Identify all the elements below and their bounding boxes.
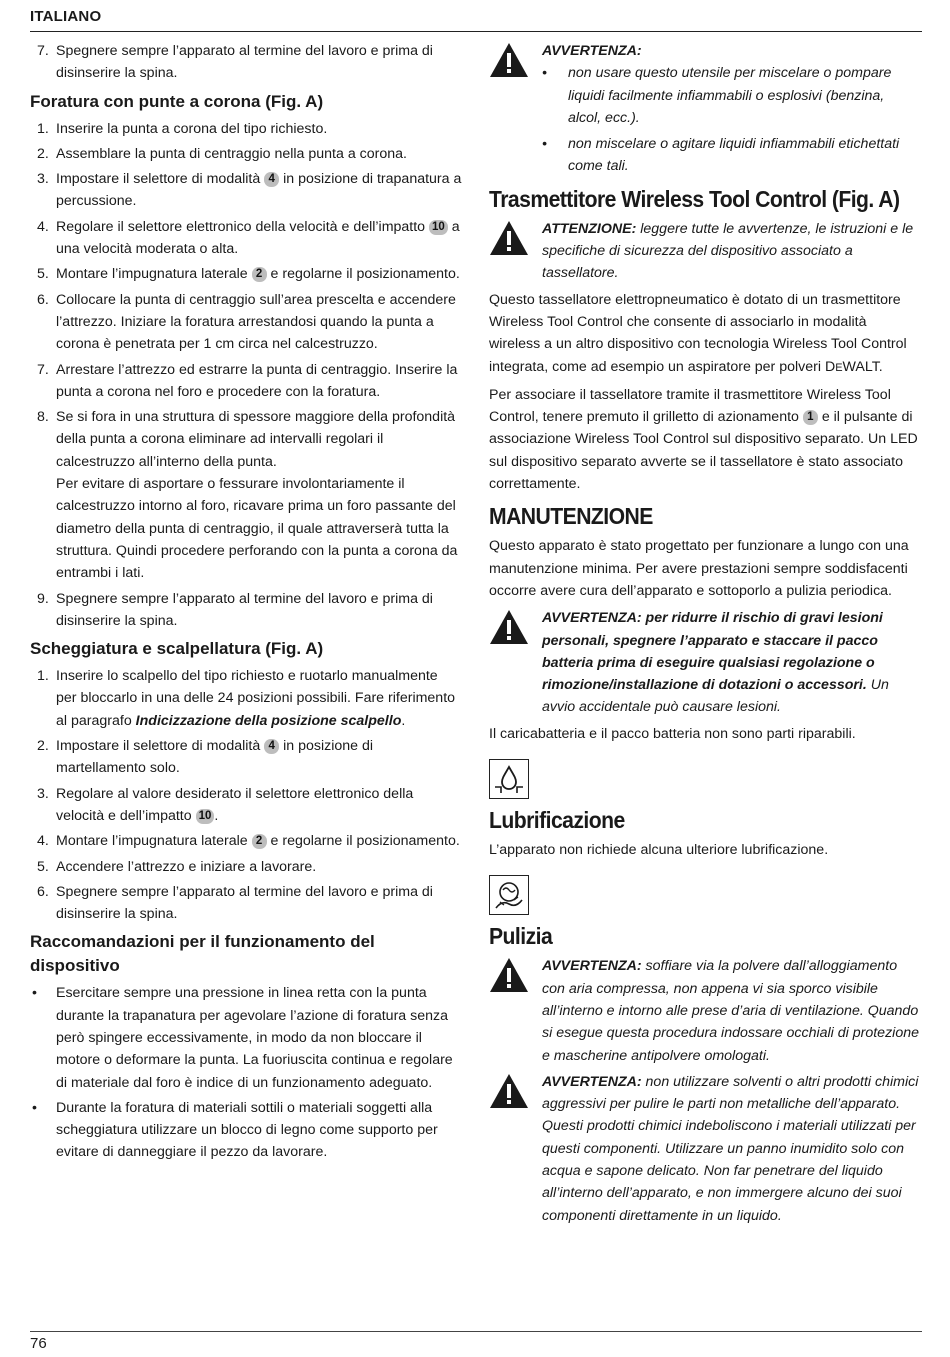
right-column	[489, 40, 921, 1231]
part-number-badge: 2	[252, 834, 267, 849]
list-item: 6. Collocare la punta di centraggio sull’area prescelta e accendere l’attrezzo. Iniziare la foratura arrestandosi quando la punta a corona è penetrata per 1 cm circa nel calcestruzzo.	[37, 291, 456, 353]
footer-divider	[30, 1331, 922, 1332]
list-item: • Durante la foratura di materiali sottili o materiali soggetti alla scheggiatura utilizzare un blocco di legno come supporto per evitare di danneggiare il pezzo da lavorare.	[32, 1099, 438, 1161]
list-item: 2. Assemblare la punta di centraggio nella punta a corona.	[37, 145, 407, 162]
section-title-cleaning: Pulizia	[489, 923, 553, 950]
cleaning-icon	[489, 875, 529, 915]
caution-block: ATTENZIONE: leggere tutte le avvertenze, le istruzioni e le specifiche di sicurezza del dispositivo associato a tassellatore.	[489, 218, 921, 285]
warning-triangle-icon	[489, 1073, 529, 1109]
page-header	[30, 8, 922, 32]
section-title-maintenance: MANUTENZIONE	[489, 503, 653, 530]
warning-triangle-icon	[489, 42, 529, 78]
list-item: 2. Impostare il selettore di modalità 4 in posizione di martellamento solo.	[37, 738, 374, 777]
list-item: • non miscelare o agitare liquidi infiammabili etichettati come tali.	[542, 136, 900, 175]
list-item: 1. Inserire lo scalpello del tipo richiesto e ruotarlo manualmente per bloccarlo in una delle 24 posizioni possibili. Fare riferimento al paragrafo Indicizzazione della posizione scalpello.	[37, 668, 456, 729]
warning-triangle-icon	[489, 609, 529, 645]
list-item: 3. Regolare al valore desiderato il selettore elettronico della velocità e dell’impatto 10 .	[37, 785, 414, 824]
list-item: 5. Accendere l’attrezzo e iniziare a lavorare.	[37, 858, 317, 875]
section-heading-core-drilling: Foratura con punte a corona (Fig. A)	[30, 91, 324, 111]
list-item: 5. Montare l’impugnatura laterale 2 e regolarne il posizionamento.	[37, 266, 460, 283]
list-item: • non usare questo utensile per miscelare o pompare liquidi facilmente infiammabili o esplosivi (benzina, alcol, ecc.).	[542, 65, 892, 126]
list-item: 7. Spegnere sempre l’apparato al termine del lavoro e prima di disinserire la spina.	[37, 43, 433, 82]
left-column	[30, 40, 462, 1167]
core-drilling-steps	[30, 118, 462, 633]
page-number: 76	[30, 1335, 47, 1352]
list-item: 9. Spegnere sempre l’apparato al termine del lavoro e prima di disinserire la spina.	[37, 590, 433, 629]
list-item: 4. Montare l’impugnatura laterale 2 e regolarne il posizionamento.	[37, 833, 460, 850]
part-number-badge: 10	[429, 220, 448, 235]
list-item: 6. Spegnere sempre l’apparato al termine del lavoro e prima di disinserire la spina.	[37, 883, 433, 923]
paragraph: Il caricabatteria e il pacco batteria non sono parti riparabili.	[489, 725, 856, 742]
section-title-wireless: Trasmettitore Wireless Tool Control (Fig. A)	[489, 185, 900, 212]
language-label: ITALIANO	[30, 8, 102, 25]
paragraph: Questo tassellatore elettropneumatico è dotato di un trasmettitore Wireless Tool Control che consente di associarlo in modalità wireless a un altro dispositivo con tecnologia Wireless Tool Control integrata, come ad esempio un aspiratore per polveri DEWALT.	[489, 291, 907, 375]
recommendations-list	[30, 982, 462, 1163]
section-title-lubrication: Lubrificazione	[489, 807, 625, 834]
part-number-badge: 1	[803, 410, 818, 425]
warning-block: AVVERTENZA: soffiare via la polvere dall’alloggiamento con aria compressa, non appena vi sia sporco visibile all’interno e intorno alle prese d’aria di ventilazione. Quando si esegue questa procedura indossare occhiali di protezione e mascherine antipolvere omologati.	[489, 955, 921, 1066]
list-item: 7. Arrestare l’attrezzo ed estrarre la punta di centraggio. Inserire la punta a corona nel foro e procedere con la foratura.	[37, 361, 458, 400]
list-item: 4. Regolare il selettore elettronico della velocità e dell’impatto 10 a una velocità moderata o alta.	[37, 218, 460, 258]
warning-triangle-icon	[489, 220, 529, 256]
part-number-badge: 2	[252, 267, 267, 282]
list-item: 8. Se si fora in una struttura di spessore maggiore della profondità della punta a corona eliminare ad intervalli regolari il calcestruzzo all’interno della punta. Per evitare di asportare o fessurare involontariamente il calcestruzzo intorno al foro, ricavare prima un foro passante del diametro della punta di centraggio, il quale attraverserà tutta la struttura. Quindi procedere perforando con la punta a corona da entrambi i lati.	[37, 409, 458, 582]
part-number-badge: 10	[196, 809, 215, 824]
section-heading-recommendations: Raccomandazioni per il funzionamento del dispositivo	[30, 932, 375, 976]
chipping-steps	[30, 665, 462, 925]
warning-block: AVVERTENZA: • non usare questo utensile per miscelare o pompare liquidi facilmente infiammabili o esplosivi (benzina, alcol, ecc.). • non miscelare o agitare liquidi infiammabili etichettati come tali.	[489, 40, 921, 178]
list-item: 3. Impostare il selettore di modalità 4 in posizione di trapanatura a percussione.	[37, 171, 462, 210]
paragraph: L’apparato non richiede alcuna ulteriore lubrificazione.	[489, 842, 829, 859]
list-item: • Esercitare sempre una pressione in linea retta con la punta durante la trapanatura per agevolare l’azione di foratura senza però spingere eccessivamente, in modo da non bloccare il motore o deformare la punta. La fuoriuscita continua e regolare di materiale dal foro è indice di un funzionamento adeguato.	[32, 985, 453, 1091]
paragraph: Per associare il tassellatore tramite il trasmettitore Wireless Tool Control, tenere premuto il grilletto di azionamento 1 e il pulsante di associazione Wireless Tool Control sul dispositivo separato. Un LED sul dispositivo separato avverte se il tassellatore è stato associato correttamente.	[489, 386, 918, 493]
warning-triangle-icon	[489, 957, 529, 993]
part-number-badge: 4	[264, 739, 279, 754]
section-heading-chipping: Scheggiatura e scalpellatura (Fig. A)	[30, 639, 324, 659]
paragraph: Questo apparato è stato progettato per funzionare a lungo con una manutenzione minima. Per avere prestazioni sempre soddisfacenti occorre avere cura dell’apparato e sottoporlo a pulizia periodica.	[489, 538, 909, 599]
list-item: 1. Inserire la punta a corona del tipo richiesto.	[37, 120, 328, 137]
oil-drop-icon	[489, 759, 529, 799]
warning-block: AVVERTENZA: per ridurre il rischio di gravi lesioni personali, spegnere l’apparato e staccare il pacco batteria prima di eseguire qualsiasi regolazione o rimozione/installazione di dotazioni o accessori. Un avvio accidentale può causare lesioni.	[489, 607, 921, 718]
warning-block: AVVERTENZA: non utilizzare solventi o altri prodotti chimici aggressivi per pulire le parti non metalliche dell’apparato. Questi prodotti chimici indeboliscono i materiali utilizzati per questi componenti. Utilizzare un panno inumidito solo con acqua e sapone delicato. Non far penetrare del liquido all’interno dell’apparato, e non immergere alcuno dei suoi componenti direttamente in un liquido.	[489, 1071, 921, 1227]
part-number-badge: 4	[264, 172, 279, 187]
